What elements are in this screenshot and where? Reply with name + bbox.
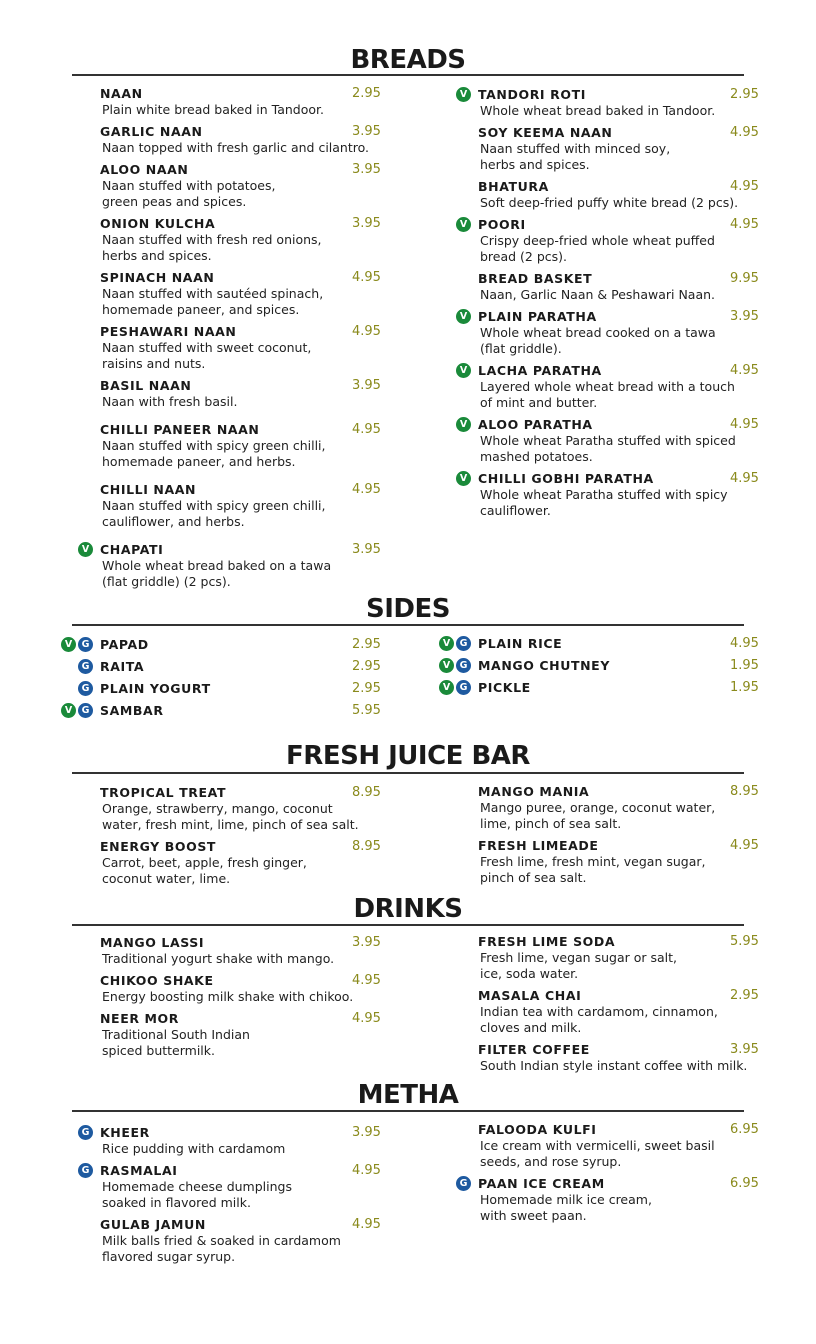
item-name: NEER MOR (100, 1011, 180, 1026)
item-name: FALOODA KULFI (478, 1122, 597, 1137)
item-name: CHILLI GOBHI PARATHA (478, 471, 654, 486)
item-price: 3.95 (352, 124, 381, 139)
item-price: 4.95 (730, 179, 759, 194)
menu-item (459, 471, 763, 519)
item-name: SPINACH NAAN (100, 270, 215, 285)
vegan-icon: V (456, 417, 471, 432)
menu-item (100, 482, 385, 530)
vegan-icon: V (439, 636, 454, 651)
item-description: lime, pinch of sea salt. (480, 816, 622, 831)
menu-item (478, 988, 763, 1036)
item-description: pinch of sea salt. (480, 870, 587, 885)
gluten-free-icon: G (78, 1125, 93, 1140)
vegan-icon: V (78, 542, 93, 557)
item-price: 3.95 (352, 162, 381, 177)
menu-item (478, 1122, 763, 1170)
item-description: Whole wheat bread baked on a tawa (102, 558, 332, 573)
item-price: 2.95 (730, 87, 759, 102)
menu-item (459, 217, 763, 265)
item-price: 3.95 (730, 1042, 759, 1057)
item-price: 6.95 (730, 1176, 759, 1191)
item-price: 1.95 (730, 658, 759, 673)
section-divider (72, 1110, 744, 1112)
item-price: 4.95 (730, 363, 759, 378)
menu-item (100, 935, 385, 967)
item-name: RAITA (100, 659, 145, 674)
item-price: 3.95 (352, 216, 381, 231)
menu-item (478, 271, 763, 303)
section-divider (72, 74, 744, 76)
menu-item (100, 378, 385, 410)
item-name: MANGO MANIA (478, 784, 590, 799)
item-description: homemade paneer, and spices. (102, 302, 300, 317)
section-title-drinks: DRINKS (353, 894, 463, 924)
item-name: ALOO PARATHA (478, 417, 593, 432)
item-description: spiced buttermilk. (102, 1043, 215, 1058)
item-price: 1.95 (730, 680, 759, 695)
item-price: 4.95 (352, 1163, 381, 1178)
item-description: Whole wheat Paratha stuffed with spiced (480, 433, 736, 448)
menu-item (478, 784, 763, 832)
item-description: Rice pudding with cardamom (102, 1141, 286, 1156)
item-price: 9.95 (730, 271, 759, 286)
item-name: MASALA CHAI (478, 988, 582, 1003)
item-price: 4.95 (730, 636, 759, 651)
item-price: 8.95 (730, 784, 759, 799)
item-name: CHILLI NAAN (100, 482, 197, 497)
menu-item (81, 1163, 385, 1211)
section-divider (72, 624, 744, 626)
item-description: Homemade milk ice cream, (480, 1192, 652, 1207)
item-name: GARLIC NAAN (100, 124, 203, 139)
menu-item (100, 162, 385, 210)
menu-item (100, 324, 385, 372)
item-name: CHAPATI (100, 542, 164, 557)
menu-item (81, 542, 385, 590)
item-price: 4.95 (730, 125, 759, 140)
menu-item (478, 934, 763, 982)
item-description: Traditional yogurt shake with mango. (102, 951, 335, 966)
item-name: PAPAD (100, 637, 149, 652)
item-description: Orange, strawberry, mango, coconut (102, 801, 333, 816)
item-price: 4.95 (352, 324, 381, 339)
item-description: cauliflower. (480, 503, 551, 518)
item-name: MANGO LASSI (100, 935, 205, 950)
item-name: PICKLE (478, 680, 531, 695)
item-price: 4.95 (352, 1011, 381, 1026)
gluten-free-icon: G (456, 636, 471, 651)
vegan-icon: V (456, 363, 471, 378)
item-name: NAAN (100, 86, 143, 101)
menu-item (459, 417, 763, 465)
item-price: 8.95 (352, 785, 381, 800)
item-description: Ice cream with vermicelli, sweet basil (480, 1138, 715, 1153)
menu-item (81, 1125, 385, 1157)
item-name: PLAIN RICE (478, 636, 563, 651)
item-price: 3.95 (352, 935, 381, 950)
item-name: FILTER COFFEE (478, 1042, 590, 1057)
item-price: 2.95 (352, 86, 381, 101)
item-name: ENERGY BOOST (100, 839, 217, 854)
item-description: homemade paneer, and herbs. (102, 454, 296, 469)
item-price: 2.95 (352, 659, 381, 674)
gluten-free-icon: G (456, 680, 471, 695)
item-name: PLAIN PARATHA (478, 309, 597, 324)
item-price: 4.95 (730, 417, 759, 432)
item-description: green peas and spices. (102, 194, 247, 209)
menu-item (478, 179, 763, 211)
item-description: Naan stuffed with sautéed spinach, (102, 286, 324, 301)
item-description: coconut water, lime. (102, 871, 231, 886)
item-name: BREAD BASKET (478, 271, 593, 286)
item-price: 2.95 (730, 988, 759, 1003)
menu-item (100, 973, 385, 1005)
item-description: of mint and butter. (480, 395, 598, 410)
item-price: 2.95 (352, 637, 381, 652)
gluten-free-icon: G (456, 658, 471, 673)
section-title-metha: METHA (357, 1080, 459, 1110)
item-description: South Indian style instant coffee with milk. (480, 1058, 748, 1073)
item-name: POORI (478, 217, 526, 232)
item-name: PAAN ICE CREAM (478, 1176, 605, 1191)
menu-item (442, 680, 763, 696)
item-price: 2.95 (352, 681, 381, 696)
item-description: Naan with fresh basil. (102, 394, 238, 409)
menu-item (459, 363, 763, 411)
item-price: 4.95 (730, 471, 759, 486)
item-description: water, fresh mint, lime, pinch of sea salt. (102, 817, 359, 832)
item-description: Traditional South Indian (102, 1027, 250, 1042)
gluten-free-icon: G (78, 1163, 93, 1178)
menu-item (478, 1042, 763, 1074)
item-description: Plain white bread baked in Tandoor. (102, 102, 324, 117)
item-price: 4.95 (352, 270, 381, 285)
menu-item (100, 1011, 385, 1059)
item-name: SOY KEEMA NAAN (478, 125, 613, 140)
item-name: LACHA PARATHA (478, 363, 602, 378)
item-name: CHIKOO SHAKE (100, 973, 214, 988)
item-description: Carrot, beet, apple, fresh ginger, (102, 855, 307, 870)
vegan-icon: V (456, 471, 471, 486)
menu-item (100, 270, 385, 318)
item-name: ONION KULCHA (100, 216, 216, 231)
item-name: KHEER (100, 1125, 150, 1140)
menu-item (100, 216, 385, 264)
section-title-juice-bar: FRESH JUICE BAR (286, 741, 530, 771)
item-price: 3.95 (352, 542, 381, 557)
item-description: Whole wheat bread cooked on a tawa (480, 325, 716, 340)
item-description: Layered whole wheat bread with a touch (480, 379, 735, 394)
item-name: FRESH LIMEADE (478, 838, 599, 853)
menu-item (100, 1217, 385, 1265)
item-description: Naan stuffed with potatoes, (102, 178, 276, 193)
item-name: CHILLI PANEER NAAN (100, 422, 260, 437)
item-description: Whole wheat Paratha stuffed with spicy (480, 487, 728, 502)
gluten-free-icon: G (78, 681, 93, 696)
item-price: 3.95 (730, 309, 759, 324)
menu-item (442, 658, 763, 674)
item-price: 8.95 (352, 839, 381, 854)
item-description: Fresh lime, vegan sugar or salt, (480, 950, 678, 965)
menu-item (64, 703, 385, 719)
menu-item (478, 838, 763, 886)
item-description: (flat griddle). (480, 341, 562, 356)
item-description: Fresh lime, fresh mint, vegan sugar, (480, 854, 706, 869)
item-description: Whole wheat bread baked in Tandoor. (480, 103, 716, 118)
item-name: BASIL NAAN (100, 378, 192, 393)
item-description: bread (2 pcs). (480, 249, 568, 264)
item-price: 4.95 (352, 482, 381, 497)
menu-item (100, 785, 385, 833)
item-name: TROPICAL TREAT (100, 785, 227, 800)
gluten-free-icon: G (78, 637, 93, 652)
item-description: mashed potatoes. (480, 449, 593, 464)
menu-item (478, 125, 763, 173)
item-description: Naan stuffed with minced soy, (480, 141, 671, 156)
menu-item (81, 681, 385, 697)
gluten-free-icon: G (78, 703, 93, 718)
menu-item (81, 659, 385, 675)
menu-item (459, 87, 763, 119)
item-description: Milk balls fried & soaked in cardamom (102, 1233, 341, 1248)
menu-item (100, 839, 385, 887)
vegan-icon: V (61, 703, 76, 718)
item-price: 5.95 (730, 934, 759, 949)
item-name: PLAIN YOGURT (100, 681, 211, 696)
item-name: TANDORI ROTI (478, 87, 586, 102)
menu-item (100, 422, 385, 470)
section-title-sides: SIDES (366, 594, 450, 624)
menu-item (100, 86, 385, 118)
item-description: Naan stuffed with fresh red onions, (102, 232, 322, 247)
item-price: 3.95 (352, 378, 381, 393)
vegan-icon: V (439, 658, 454, 673)
item-description: Naan topped with fresh garlic and cilantro. (102, 140, 370, 155)
item-price: 4.95 (730, 838, 759, 853)
item-description: Energy boosting milk shake with chikoo. (102, 989, 354, 1004)
item-name: BHATURA (478, 179, 549, 194)
gluten-free-icon: G (456, 1176, 471, 1191)
item-description: Crispy deep-fried whole wheat puffed (480, 233, 715, 248)
item-description: (flat griddle) (2 pcs). (102, 574, 231, 589)
vegan-icon: V (456, 217, 471, 232)
item-description: herbs and spices. (102, 248, 212, 263)
item-description: Soft deep-fried puffy white bread (2 pcs). (480, 195, 739, 210)
item-description: Mango puree, orange, coconut water, (480, 800, 716, 815)
vegan-icon: V (439, 680, 454, 695)
item-name: ALOO NAAN (100, 162, 189, 177)
section-divider (72, 772, 744, 774)
item-price: 4.95 (352, 973, 381, 988)
vegan-icon: V (456, 87, 471, 102)
menu-item (442, 636, 763, 652)
item-name: PESHAWARI NAAN (100, 324, 237, 339)
item-name: FRESH LIME SODA (478, 934, 616, 949)
item-description: cauliflower, and herbs. (102, 514, 245, 529)
item-description: Naan stuffed with spicy green chilli, (102, 498, 326, 513)
item-name: MANGO CHUTNEY (478, 658, 610, 673)
item-description: Naan stuffed with spicy green chilli, (102, 438, 326, 453)
item-description: cloves and milk. (480, 1020, 582, 1035)
item-description: seeds, and rose syrup. (480, 1154, 622, 1169)
item-description: Homemade cheese dumplings (102, 1179, 292, 1194)
item-description: soaked in flavored milk. (102, 1195, 251, 1210)
vegan-icon: V (456, 309, 471, 324)
item-name: GULAB JAMUN (100, 1217, 206, 1232)
item-price: 5.95 (352, 703, 381, 718)
item-name: RASMALAI (100, 1163, 178, 1178)
section-title-breads: BREADS (350, 45, 466, 75)
item-description: Naan stuffed with sweet coconut, (102, 340, 312, 355)
item-price: 4.95 (352, 1217, 381, 1232)
item-price: 4.95 (352, 422, 381, 437)
item-description: herbs and spices. (480, 157, 590, 172)
item-price: 4.95 (730, 217, 759, 232)
menu-item (64, 637, 385, 653)
item-description: Naan, Garlic Naan & Peshawari Naan. (480, 287, 716, 302)
menu-item (100, 124, 385, 156)
item-name: SAMBAR (100, 703, 164, 718)
menu-item (459, 309, 763, 357)
item-price: 6.95 (730, 1122, 759, 1137)
item-description: Indian tea with cardamom, cinnamon, (480, 1004, 718, 1019)
item-description: ice, soda water. (480, 966, 579, 981)
item-price: 3.95 (352, 1125, 381, 1140)
menu-item (459, 1176, 763, 1224)
section-divider (72, 924, 744, 926)
item-description: raisins and nuts. (102, 356, 206, 371)
gluten-free-icon: G (78, 659, 93, 674)
vegan-icon: V (61, 637, 76, 652)
item-description: flavored sugar syrup. (102, 1249, 236, 1264)
item-description: with sweet paan. (480, 1208, 587, 1223)
